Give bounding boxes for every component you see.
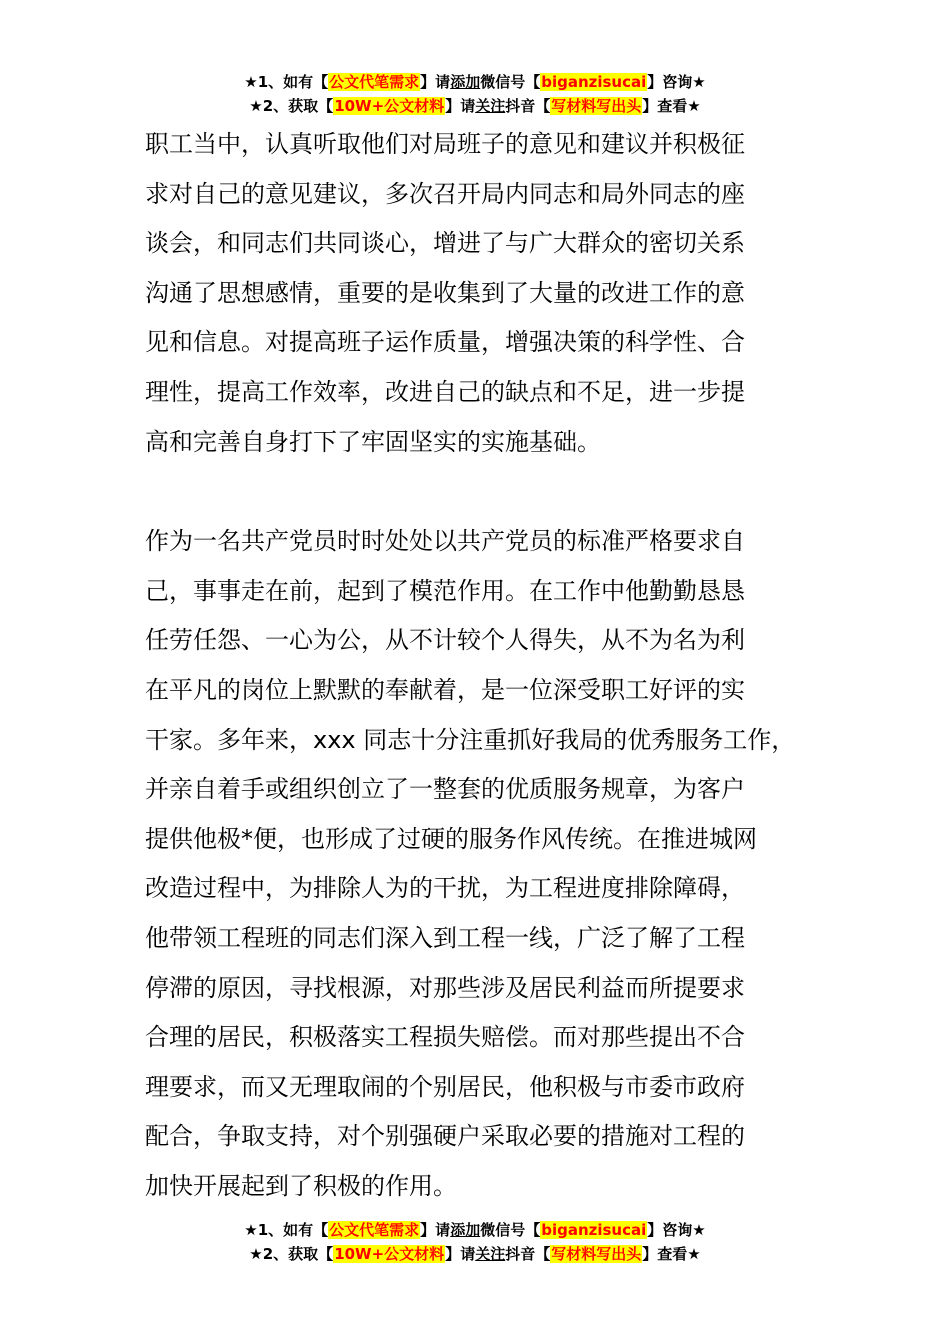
banner-text: ★2、获取【 xyxy=(249,97,334,115)
banner-text: ★2、获取【 xyxy=(249,1245,334,1263)
text-line: 作为一名共产党员时时处处以共产党员的标准严格要求自 xyxy=(145,527,745,556)
text-line: 在平凡的岗位上默默的奉献着，是一位深受职工好评的实 xyxy=(145,675,745,704)
header-banner xyxy=(0,70,950,118)
banner-text: 】咨询★ xyxy=(647,73,706,91)
banner-line-1 xyxy=(0,1218,950,1242)
banner-text: ★1、如有【 xyxy=(244,73,329,91)
footer-banner xyxy=(0,1218,950,1266)
banner-text: 微信号【 xyxy=(480,1221,541,1239)
text-line: 己，事事走在前，起到了模范作用。在工作中他勤勤恳恳 xyxy=(145,576,745,605)
banner-line-2 xyxy=(0,1242,950,1266)
underlined-text: 添加 xyxy=(450,1221,481,1239)
banner-text: 】查看★ xyxy=(642,1245,701,1263)
text-line: 沟通了思想感情，重要的是收集到了大量的改进工作的意 xyxy=(145,278,745,307)
document-body xyxy=(145,120,825,1211)
text-line: 谈会，和同志们共同谈心，增进了与广大群众的密切关系 xyxy=(145,229,745,258)
banner-text: 】咨询★ xyxy=(647,1221,706,1239)
text-line: 停滞的原因，寻找根源，对那些涉及居民利益而所提要求 xyxy=(145,973,745,1002)
highlight-text: 10W+公文材料 xyxy=(334,1245,445,1263)
underlined-text: 关注 xyxy=(475,1245,506,1263)
douyin-account: 写材料写出头 xyxy=(551,1245,642,1263)
text-line: 干家。多年来，xxx 同志十分注重抓好我局的优秀服务工作， xyxy=(145,725,796,754)
underlined-text: 关注 xyxy=(475,97,506,115)
highlight-text: 公文代笔需求 xyxy=(329,1221,420,1239)
banner-text: 】请 xyxy=(445,97,476,115)
paragraph-spacer xyxy=(145,467,825,517)
banner-line-2 xyxy=(0,94,950,118)
banner-text: ★1、如有【 xyxy=(244,1221,329,1239)
banner-text: 抖音【 xyxy=(505,1245,551,1263)
paragraph-1 xyxy=(145,120,825,467)
paragraph-2 xyxy=(145,517,825,1211)
banner-text: 】请 xyxy=(420,1221,451,1239)
wechat-id: biganzisucai xyxy=(541,1221,647,1239)
text-line: 求对自己的意见建议，多次召开局内同志和局外同志的座 xyxy=(145,179,745,208)
banner-text: 】请 xyxy=(445,1245,476,1263)
banner-text: 】查看★ xyxy=(642,97,701,115)
underlined-text: 添加 xyxy=(450,73,481,91)
text-line: 提供他极*便，也形成了过硬的服务作风传统。在推进城网 xyxy=(145,824,757,853)
text-line: 理要求，而又无理取闹的个别居民，他积极与市委市政府 xyxy=(145,1072,745,1101)
text-line: 配合，争取支持，对个别强硬户采取必要的措施对工程的 xyxy=(145,1122,745,1151)
highlight-text: 公文代笔需求 xyxy=(329,73,420,91)
text-line: 职工当中，认真听取他们对局班子的意见和建议并积极征 xyxy=(145,130,745,158)
banner-line-1 xyxy=(0,70,950,94)
text-line: 高和完善自身打下了牢固坚实的实施基础。 xyxy=(145,427,601,456)
text-line: 改造过程中，为排除人为的干扰，为工程进度排除障碍， xyxy=(145,874,745,903)
text-line: 加快开展起到了积极的作用。 xyxy=(145,1171,457,1200)
text-line: 理性，提高工作效率，改进自己的缺点和不足，进一步提 xyxy=(145,377,745,406)
banner-text: 微信号【 xyxy=(480,73,541,91)
text-line: 他带领工程班的同志们深入到工程一线，广泛了解了工程 xyxy=(145,923,745,952)
douyin-account: 写材料写出头 xyxy=(551,97,642,115)
wechat-id: biganzisucai xyxy=(541,73,647,91)
banner-text: 抖音【 xyxy=(505,97,551,115)
text-line: 任劳任怨、一心为公，从不计较个人得失，从不为名为利 xyxy=(145,626,745,655)
text-line: 并亲自着手或组织创立了一整套的优质服务规章，为客户 xyxy=(145,775,745,804)
banner-text: 】请 xyxy=(420,73,451,91)
text-line: 合理的居民，积极落实工程损失赔偿。而对那些提出不合 xyxy=(145,1023,745,1052)
highlight-text: 10W+公文材料 xyxy=(334,97,445,115)
text-line: 见和信息。对提高班子运作质量，增强决策的科学性、合 xyxy=(145,328,745,357)
